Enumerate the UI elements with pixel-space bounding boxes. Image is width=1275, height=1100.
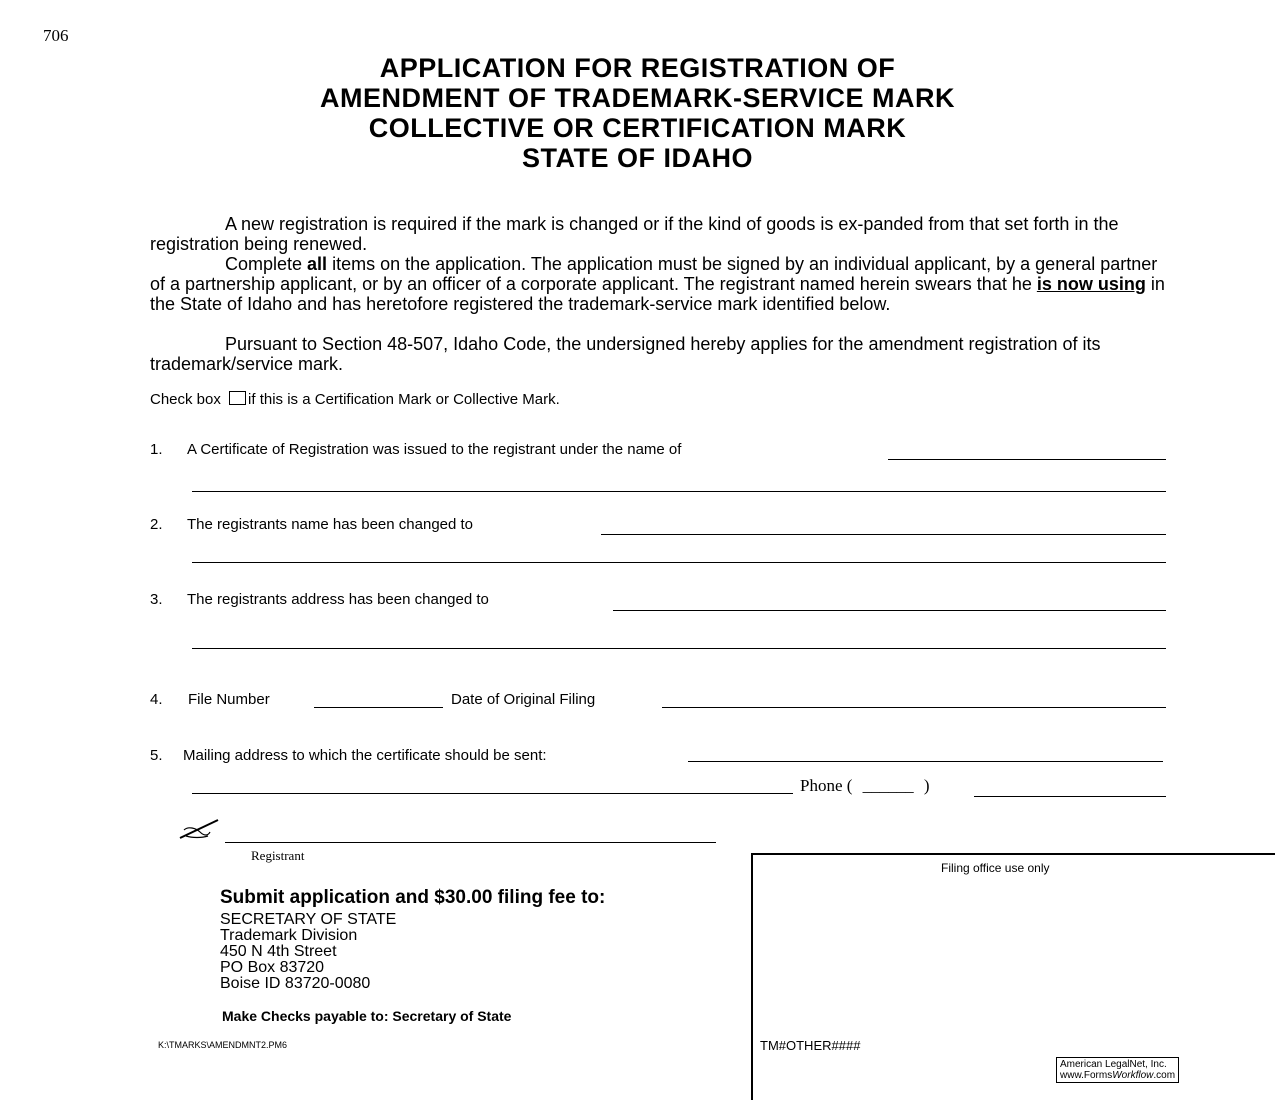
address-line-1: SECRETARY OF STATE xyxy=(220,911,397,928)
item-2-number: 2. xyxy=(150,516,163,533)
checkbox-label-after: if this is a Certification Mark or Collective Mark. xyxy=(248,391,560,408)
mailing-address-field-2[interactable] xyxy=(192,779,793,794)
title-line-2: AMENDMENT OF TRADEMARK-SERVICE MARK xyxy=(320,83,955,113)
item-1-label: A Certificate of Registration was issued to the registrant under the name of xyxy=(187,441,682,458)
title-line-1: APPLICATION FOR REGISTRATION OF xyxy=(379,53,896,83)
certification-mark-checkbox[interactable] xyxy=(229,391,246,405)
url-part: www.Forms xyxy=(1060,1070,1113,1081)
title-line-4: STATE OF IDAHO xyxy=(522,143,753,173)
intro-paragraph-1: A new registration is required if the mark is changed or if the kind of goods is ex-panded from that set forth in the registration being renewed. xyxy=(150,214,1119,254)
original-filing-date-label: Date of Original Filing xyxy=(451,691,596,708)
intro-paragraph-3: Pursuant to Section 48-507, Idaho Code, the undersigned hereby applies for the amendment registration of its trademark/service mark. xyxy=(150,334,1101,374)
address-line-3: 450 N 4th Street xyxy=(220,943,337,960)
intro-paragraph-2 xyxy=(150,254,1170,314)
text: in the State of Idaho and has heretofore registered the trademark-service mark identified below. xyxy=(150,274,1165,314)
mailing-address-label: Mailing address to which the certificate should be sent: xyxy=(183,747,547,764)
item-3-number: 3. xyxy=(150,591,163,608)
address-line-2: Trademark Division xyxy=(220,927,358,944)
checkbox-row xyxy=(150,391,560,408)
new-name-field[interactable] xyxy=(601,520,1166,535)
mailing-address-field[interactable] xyxy=(688,747,1163,762)
registrant-name-field[interactable] xyxy=(888,445,1166,460)
file-number-field[interactable] xyxy=(314,693,443,708)
url-part: Workflow xyxy=(1112,1070,1154,1081)
file-path: K:\TMARKS\AMENDMNT2.PM6 xyxy=(158,1040,288,1050)
tm-code: TM#OTHER#### xyxy=(760,1038,861,1053)
item-4-number: 4. xyxy=(150,691,163,708)
checks-payable-note: Make Checks payable to: Secretary of State xyxy=(222,1008,512,1024)
phone-field[interactable] xyxy=(974,782,1166,797)
text: items on the application. The application must be signed by an individual applicant, by a general partner of a partnership applicant, or by an officer of a corporate applicant. The registrant named herein swears that he xyxy=(150,254,1158,294)
emphasis-now-using: is now using xyxy=(1036,274,1146,294)
new-address-field-2[interactable] xyxy=(192,634,1166,649)
new-address-field[interactable] xyxy=(613,596,1166,611)
registrant-signature-field[interactable] xyxy=(225,828,716,843)
address-line-5: Boise ID 83720-0080 xyxy=(220,975,371,992)
emphasis-all: all xyxy=(307,254,328,274)
title-line-3: COLLECTIVE OR CERTIFICATION MARK xyxy=(368,113,907,143)
publisher-name: American LegalNet, Inc. xyxy=(1060,1059,1167,1070)
phone-open: Phone ( xyxy=(800,776,853,795)
url-part: .com xyxy=(1153,1070,1176,1081)
item-2-label: The registrants name has been changed to xyxy=(187,516,474,533)
text: Complete xyxy=(225,254,308,274)
address-line-4: PO Box 83720 xyxy=(220,959,325,976)
signature-label: Registrant xyxy=(251,848,305,863)
item-1-number: 1. xyxy=(150,441,163,458)
registrant-name-field-2[interactable] xyxy=(192,477,1166,492)
checkbox-label-before: Check box xyxy=(150,391,221,408)
item-5-number: 5. xyxy=(150,747,163,764)
original-filing-date-field[interactable] xyxy=(662,693,1166,708)
new-name-field-2[interactable] xyxy=(192,548,1166,563)
page-number: 706 xyxy=(43,26,69,45)
phone-close: ) xyxy=(923,776,930,795)
publisher-url xyxy=(1060,1070,1175,1081)
file-number-label: File Number xyxy=(188,691,270,708)
submit-heading: Submit application and $30.00 filing fee to: xyxy=(220,887,606,908)
filing-office-box xyxy=(751,853,1275,1100)
publisher-box xyxy=(1056,1057,1179,1083)
item-3-label: The registrants address has been changed to xyxy=(187,591,489,608)
filing-office-label: Filing office use only xyxy=(941,861,1050,875)
area-code-blank[interactable]: ______ xyxy=(862,776,914,795)
phone-label xyxy=(800,776,930,796)
signature-pen-icon xyxy=(178,818,222,840)
